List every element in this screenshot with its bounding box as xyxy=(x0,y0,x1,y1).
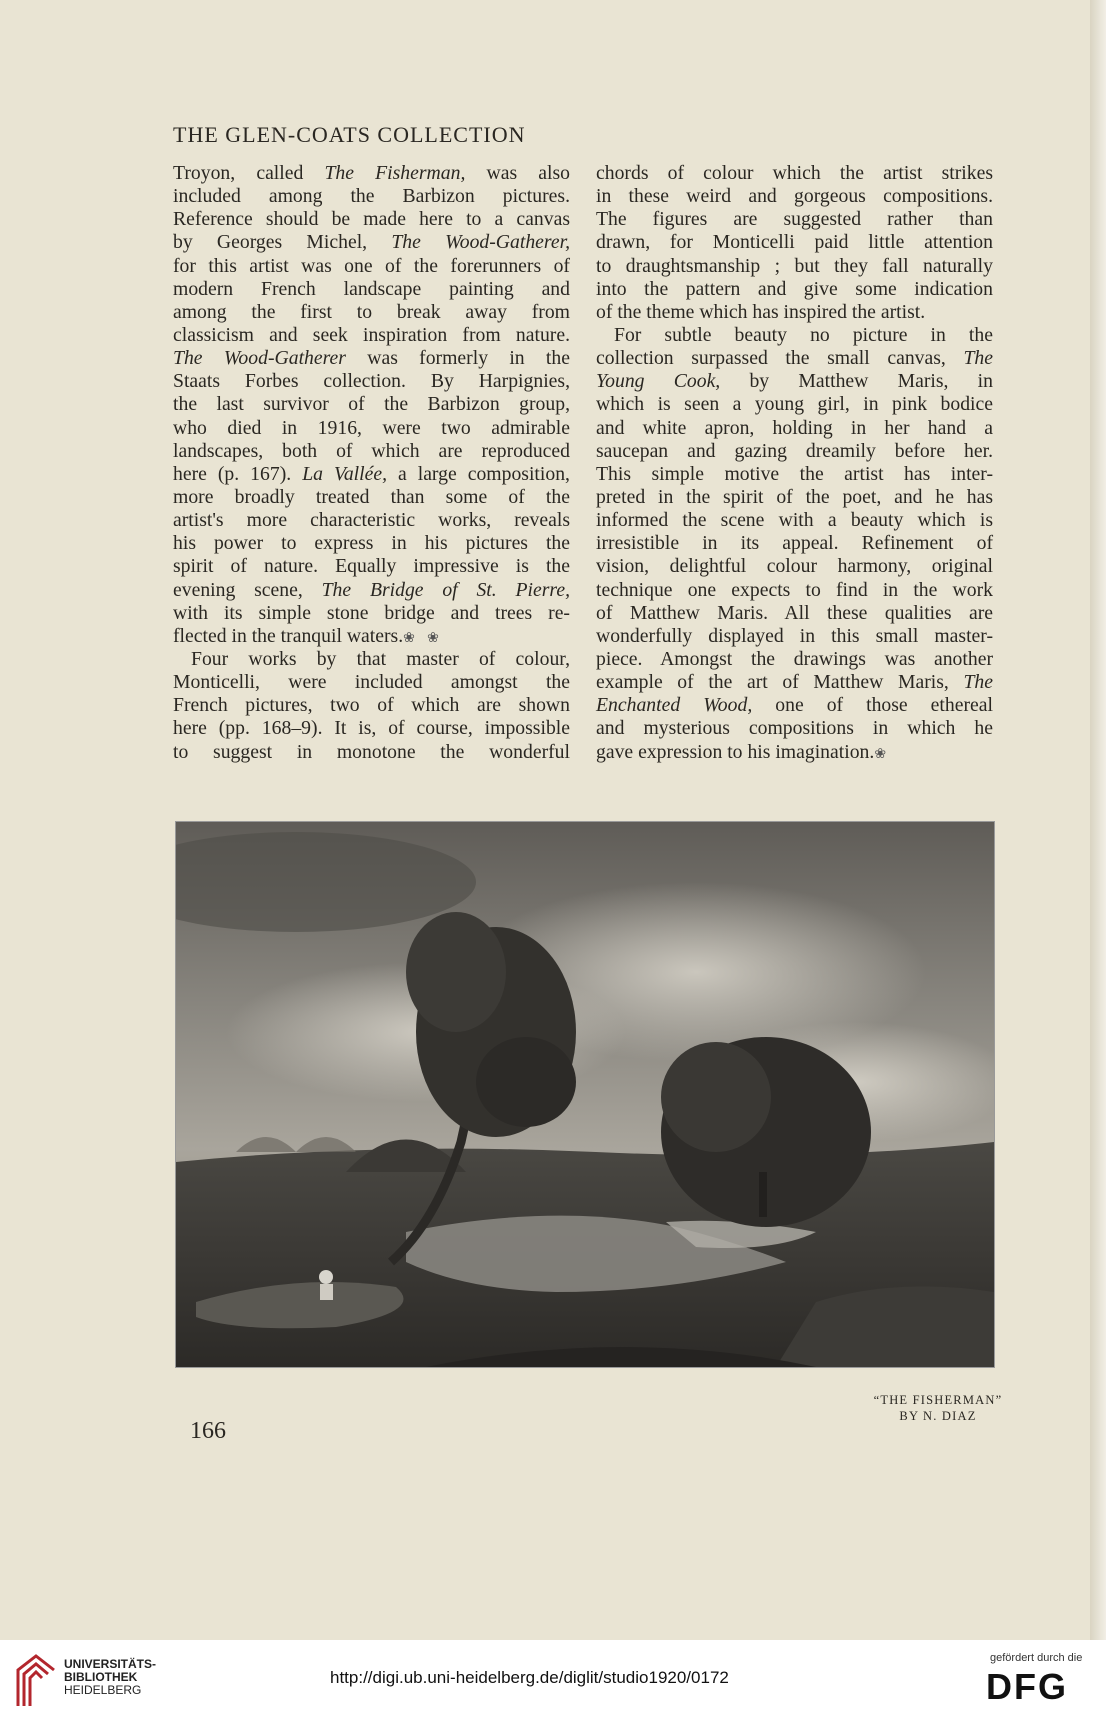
text-run: flected in the tranquil waters. xyxy=(173,624,404,647)
text-run: informed the scene with a beauty which is xyxy=(596,509,993,532)
text-run: Monticelli, were included amongst the xyxy=(173,671,570,694)
text-run: here (pp. 168–9). It is, of course, impossible xyxy=(173,717,570,740)
funding-note: gefördert durch die xyxy=(990,1652,1083,1664)
text-line xyxy=(596,625,993,648)
text-run: the last survivor of the Barbizon group, xyxy=(173,393,570,416)
text-line xyxy=(173,231,570,254)
text-run: Troyon, called xyxy=(173,162,325,184)
text-line xyxy=(596,324,993,347)
italic-title: The xyxy=(963,347,993,370)
text-line xyxy=(596,440,993,463)
text-run: his power to express in his pictures the xyxy=(173,532,570,555)
text-run: saucepan and gazing dreamily before her. xyxy=(596,439,993,462)
text-line xyxy=(596,463,993,486)
text-line xyxy=(596,255,993,278)
text-line xyxy=(596,278,993,301)
text-line xyxy=(596,602,993,625)
text-line xyxy=(596,555,993,578)
text-run: chords of colour which the artist strikes xyxy=(596,162,993,184)
italic-title: The Bridge of St. Pierre, xyxy=(321,578,570,601)
text-line xyxy=(596,671,993,694)
plate-caption xyxy=(864,1392,1012,1424)
text-run: was also xyxy=(465,162,570,184)
text-run: who died in 1916, were two admirable xyxy=(173,416,570,439)
text-line xyxy=(596,741,993,764)
text-run: in these weird and gorgeous compositions. xyxy=(596,185,993,208)
text-line xyxy=(173,741,570,764)
text-line xyxy=(173,625,570,648)
text-line xyxy=(596,231,993,254)
library-name-line: BIBLIOTHEK xyxy=(64,1670,138,1684)
text-line xyxy=(596,162,993,185)
caption-title: “THE FISHERMAN” xyxy=(873,1393,1003,1407)
text-line xyxy=(173,486,570,509)
text-run: technique one expects to find in the work xyxy=(596,578,993,601)
text-run: one of those ethereal xyxy=(752,694,993,717)
library-name xyxy=(64,1658,156,1697)
text-run: gave expression to his imagination. xyxy=(596,740,875,763)
text-run: and mysterious compositions in which he xyxy=(596,717,993,740)
text-run: was formerly in the xyxy=(345,347,570,370)
text-line xyxy=(596,417,993,440)
text-run: evening scene, xyxy=(173,578,322,601)
text-line xyxy=(173,208,570,231)
library-logo-icon xyxy=(14,1652,58,1708)
text-run: preted in the spirit of the poet, and he has xyxy=(596,485,993,508)
text-run: Reference should be made here to a canvas xyxy=(173,208,570,231)
text-line xyxy=(596,208,993,231)
text-line xyxy=(173,717,570,740)
text-line xyxy=(173,162,570,185)
text-run: The figures are suggested rather than xyxy=(596,208,993,231)
text-line xyxy=(596,694,993,717)
text-line xyxy=(173,185,570,208)
text-run: included among the Barbizon pictures. xyxy=(173,185,570,208)
text-line xyxy=(173,555,570,578)
text-line xyxy=(173,417,570,440)
text-run: more broadly treated than some of the xyxy=(173,485,570,508)
italic-title: The xyxy=(963,671,993,694)
text-line xyxy=(596,532,993,555)
text-run: for this artist was one of the forerunners of xyxy=(173,254,570,277)
paragraph-ornament-icon: ❀ xyxy=(427,630,439,646)
text-line xyxy=(173,440,570,463)
text-run: spirit of nature. Equally impressive is the xyxy=(173,555,570,578)
text-run: artist's more characteristic works, reveals xyxy=(173,509,570,532)
italic-title: The Fisherman, xyxy=(324,162,466,184)
text-line xyxy=(173,347,570,370)
text-run: This simple motive the artist has inter- xyxy=(596,462,993,485)
text-run: collection surpassed the small canvas, xyxy=(596,347,964,370)
text-line xyxy=(596,370,993,393)
page-number: 166 xyxy=(190,1418,226,1444)
paragraph-ornament-icon: ❀ xyxy=(874,746,887,762)
text-run: to suggest in monotone the wonderful xyxy=(173,740,570,763)
text-run: by Matthew Maris, in xyxy=(720,370,993,393)
italic-title: The Wood-Gatherer xyxy=(173,347,346,370)
text-run: modern French landscape painting and xyxy=(173,277,570,300)
text-line xyxy=(173,602,570,625)
text-run: piece. Amongst the drawings was another xyxy=(596,647,993,670)
italic-title: Enchanted Wood, xyxy=(596,694,753,717)
text-line xyxy=(173,463,570,486)
text-run: drawn, for Monticelli paid little attention xyxy=(596,231,993,254)
text-run: which is seen a young girl, in pink bodice xyxy=(596,393,993,416)
text-run: French pictures, two of which are shown xyxy=(173,694,570,717)
text-line xyxy=(173,579,570,602)
text-run: For subtle beauty no picture in the xyxy=(614,323,993,346)
text-run: of the theme which has inspired the artist. xyxy=(596,300,926,323)
text-run: by Georges Michel, xyxy=(173,231,392,254)
right-text-column xyxy=(596,162,993,764)
paragraph-ornament-icon: ❀ xyxy=(403,630,415,646)
text-line xyxy=(596,509,993,532)
text-run: Staats Forbes collection. By Harpignies, xyxy=(173,370,570,393)
text-run: to draughtsmanship ; but they fall naturally xyxy=(596,254,993,277)
text-run: example of the art of Matthew Maris, xyxy=(596,671,964,694)
text-run: vision, delightful colour harmony, original xyxy=(596,555,993,578)
text-line xyxy=(173,694,570,717)
text-line xyxy=(173,671,570,694)
fisherman-painting-plate xyxy=(175,821,995,1368)
text-line xyxy=(173,301,570,324)
italic-title: Young Cook, xyxy=(596,370,721,393)
text-run: landscapes, both of which are reproduced xyxy=(173,439,570,462)
text-line xyxy=(173,648,570,671)
text-run: classicism and seek inspiration from nature. xyxy=(173,323,570,346)
text-line xyxy=(596,579,993,602)
text-line xyxy=(596,486,993,509)
text-run: wonderfully displayed in this small master- xyxy=(596,624,993,647)
text-line xyxy=(173,370,570,393)
text-line xyxy=(596,185,993,208)
left-text-column xyxy=(173,162,570,764)
caption-artist: BY N. DIAZ xyxy=(899,1409,977,1423)
text-line xyxy=(596,301,993,324)
text-run: a large composition, xyxy=(387,462,570,485)
text-run: Four works by that master of colour, xyxy=(191,647,570,670)
text-run: with its simple stone bridge and trees re- xyxy=(173,601,570,624)
book-gutter xyxy=(1090,0,1106,1640)
text-line xyxy=(173,278,570,301)
text-run: among the first to break away from xyxy=(173,300,570,323)
text-line xyxy=(596,717,993,740)
text-run: and white apron, holding in her hand a xyxy=(596,416,993,439)
text-run: of Matthew Maris. All these qualities are xyxy=(596,601,993,624)
italic-title: La Vallée, xyxy=(302,462,387,485)
text-line xyxy=(173,324,570,347)
text-run: here (p. 167). xyxy=(173,462,303,485)
text-line xyxy=(596,393,993,416)
dfg-logo: DFG xyxy=(986,1666,1068,1707)
text-line xyxy=(173,509,570,532)
permalink-url[interactable]: http://digi.ub.uni-heidelberg.de/diglit/studio1920/0172 xyxy=(330,1668,729,1687)
text-line xyxy=(173,393,570,416)
text-line xyxy=(596,347,993,370)
text-line xyxy=(173,255,570,278)
library-name-line: HEIDELBERG xyxy=(64,1683,142,1697)
text-line xyxy=(596,648,993,671)
text-line xyxy=(173,532,570,555)
italic-title: The Wood-Gatherer, xyxy=(391,231,570,254)
text-run: into the pattern and give some indication xyxy=(596,277,993,300)
library-name-line: UNIVERSITÄTS- xyxy=(64,1657,157,1671)
digitization-footer xyxy=(0,1640,1106,1722)
text-run: irresistible in its appeal. Refinement of xyxy=(596,532,993,555)
running-head: THE GLEN-COATS COLLECTION xyxy=(173,122,526,147)
